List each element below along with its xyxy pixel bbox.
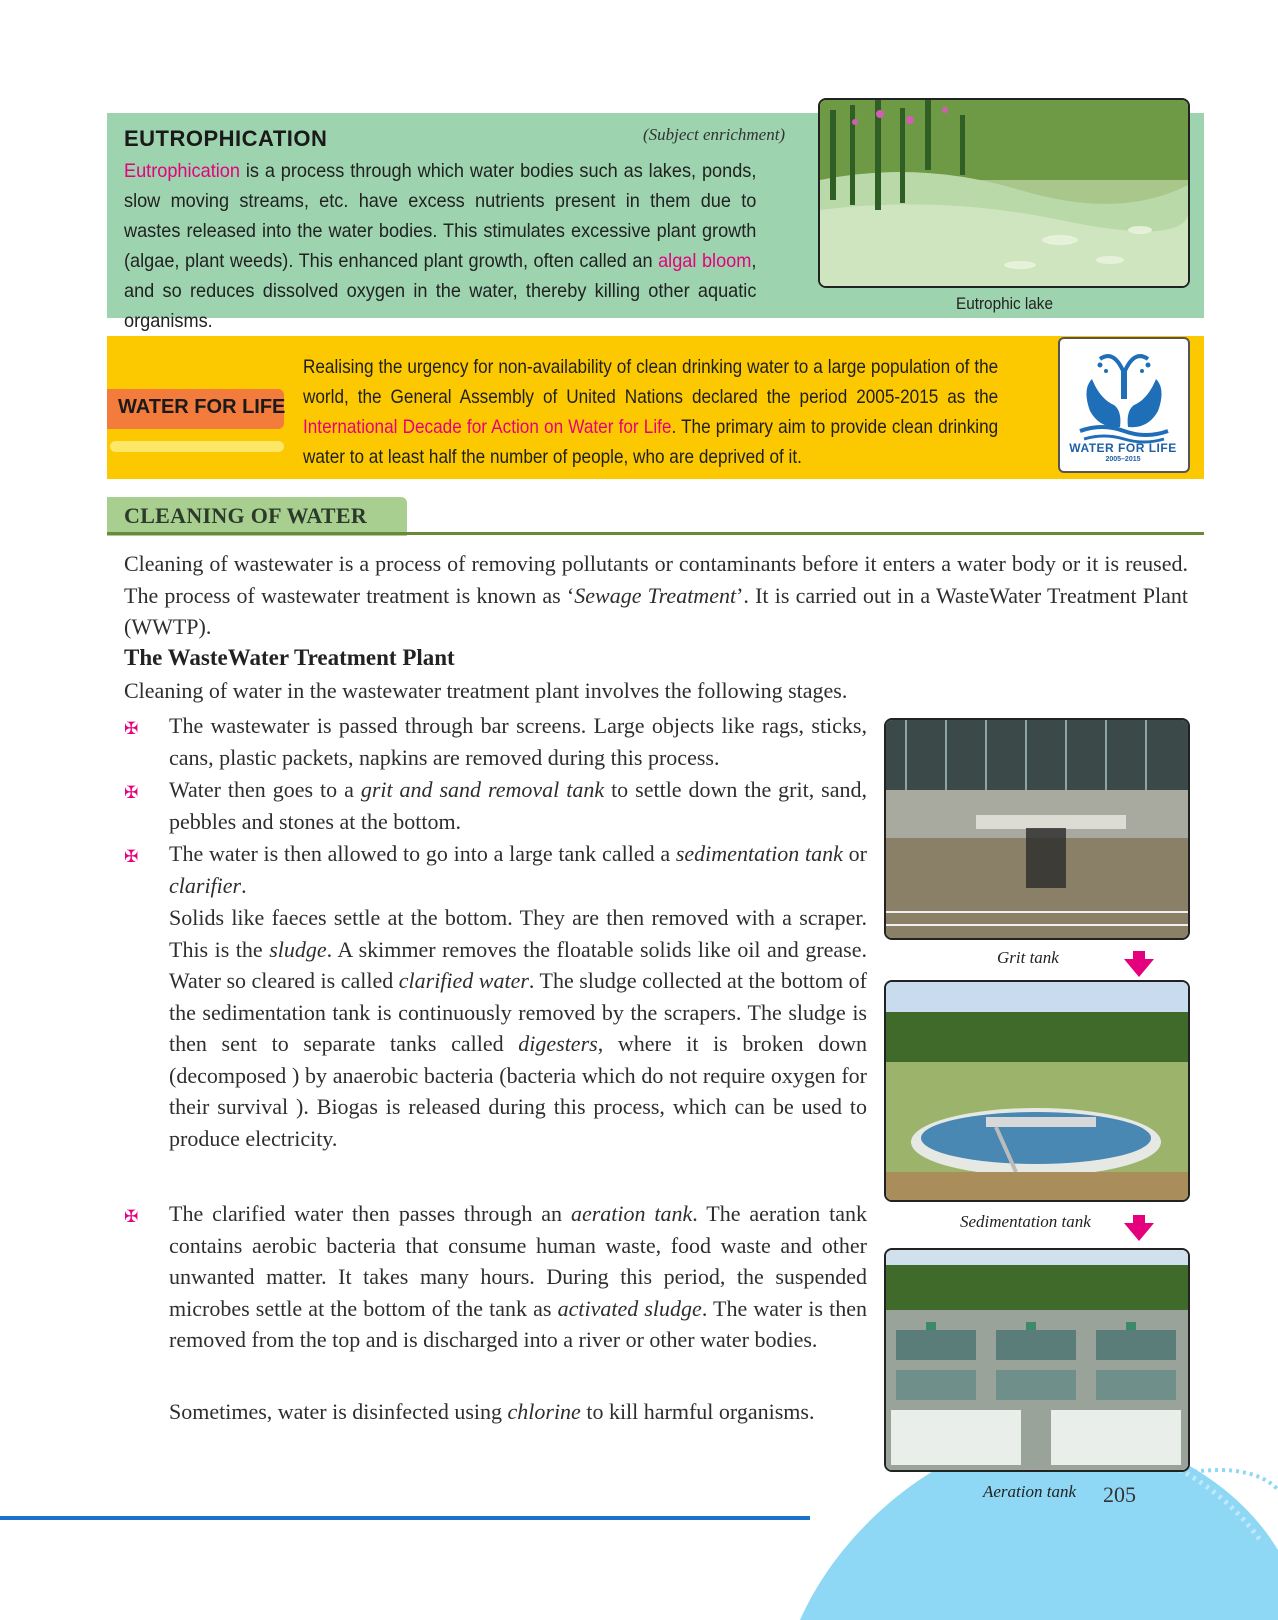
eutrophication-term: Eutrophication [124,160,240,182]
aeration-tank-caption: Aeration tank [983,1482,1077,1501]
page-number: 205 [1103,1482,1136,1507]
logo-years: 2005–2015 [1105,456,1141,463]
eutrophic-lake-photo [818,98,1190,288]
bullet-cross-icon: ✠ [124,847,139,867]
bullet-bar-screens: The wastewater is passed through bar screens. Large objects like rags, sticks, cans, plastic packets, napkins are removed during this process. [169,713,867,770]
arrow-down-icon [1124,1215,1154,1241]
grit-tank-photo [884,718,1190,940]
decade-highlight: International Decade for Action on Water for Life [303,416,672,438]
subheading: The WasteWater Treatment Plant [124,645,455,670]
intro-paragraph: Cleaning of wastewater is a process of removing pollutants or contaminants before it enters a water body or it is reused. The process of wastewater treatment is known as ‘Sewage Treatment’. It is carried out in a WasteWater Treatment Plant (WWTP). [124,551,1188,639]
chlorine-paragraph: Sometimes, water is disinfected using chlorine to kill harmful organisms. [169,1399,815,1424]
arrow-down-icon [1124,951,1154,977]
footer-rule [0,1516,810,1520]
bullet-cross-icon: ✠ [124,719,139,739]
eutrophication-title: EUTROPHICATION [124,126,328,151]
decorative-strip [110,441,284,452]
bullet-grit-tank: Water then goes to a grit and sand removal tank to settle down the grit, sand, pebbles and stones at the bottom. [169,777,868,834]
grit-tank-caption: Grit tank [997,948,1059,967]
bullet-sedimentation: The water is then allowed to go into a large tank called a sedimentation tank or clarifier. [169,841,867,898]
bullet-aeration: The clarified water then passes through an aeration tank. The aeration tank contains aerobic bacteria that consume human waste, food waste and other unwanted matter. It takes many hours. During this period, the suspended microbes settle at the bottom of the tank as activated sludge. The water is then removed from the top and is discharged into a river or other water bodies. [169,1201,867,1352]
bullet-cross-icon: ✠ [124,1207,139,1227]
sedimentation-tank-caption: Sedimentation tank [960,1212,1091,1231]
section-title: CLEANING OF WATER [124,503,368,528]
bullet-cross-icon: ✠ [124,783,139,803]
sedimentation-tank-photo [884,980,1190,1202]
water-for-life-text: Realising the urgency for non-availability of clean drinking water to a large population of the world, the General Assembly of United Nations declared the period 2005-2015 as the International Decade for Action on Water for Life. The primary aim to provide clean drinking water to at least half the number of people, who are deprived of it. [303,356,999,468]
aeration-tank-photo [884,1248,1190,1472]
section-rule [107,532,1204,535]
eutrophic-lake-caption: Eutrophic lake [956,294,1053,313]
logo-text: WATER FOR LIFE [1069,441,1177,455]
stages-intro: Cleaning of water in the wastewater treatment plant involves the following stages. [124,678,848,703]
eutrophication-text: Eutrophication is a process through which water bodies such as lakes, ponds, slow moving streams, etc. have excess nutrients present in them due to wastes released into the water bodies. This stimulates excessive plant growth (algae, plant weeds). This enhanced plant growth, often called an algal bloom, and so reduces dissolved oxygen in the water, thereby killing other aquatic organisms. [124,160,757,332]
water-for-life-tag-label: WATER FOR LIFE [118,396,286,418]
subject-enrichment-note: (Subject enrichment) [643,125,786,144]
sludge-paragraph: Solids like faeces settle at the bottom. They are then removed with a scraper. This is the sludge. A skimmer removes the floatable solids like oil and grease. Water so cleared is called clarified water. The sludge collected at the bottom of the sedimentation tank is continuously removed by the scrapers. The sludge is then sent to separate tanks called digesters, where it is broken down (decomposed ) by anaerobic bacteria (bacteria which do not require oxygen for their survival ). Biogas is released during this process, which can be used to produce electricity. [169,905,867,1151]
algal-bloom-term: algal bloom [658,250,752,272]
